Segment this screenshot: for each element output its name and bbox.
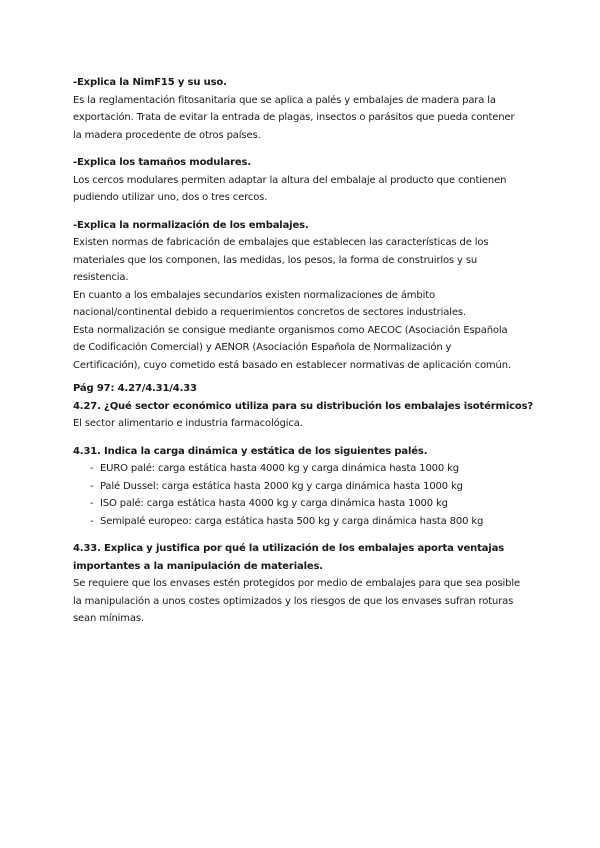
answer-text: la manipulación a unos costes optimizados y los riesgos de que los envases sufran roturas <box>73 595 514 607</box>
answer-text: Se requiere que los envases estén protegidos por medio de embalajes para que sea posible <box>73 578 520 589</box>
paragraph-line: Los cercos modulares permiten adaptar la altura del embalaje al producto que contienen <box>73 174 507 186</box>
section-heading: -Explica los tamaños modulares. <box>73 157 252 168</box>
section-pag-97 <box>73 380 533 628</box>
section-tamanos-modulares <box>73 154 533 207</box>
answer-text: El sector alimentario e industria farmacológica. <box>73 418 303 429</box>
bullet-dash: - <box>90 480 94 492</box>
paragraph-line: Esta normalización se consigue mediante organismos como AECOC (Asociación Española <box>73 324 508 336</box>
paragraph-line: nacional/continental debido a requerimientos concretos de sectores industriales. <box>73 307 466 318</box>
paragraph-line: resistencia. <box>73 272 129 283</box>
paragraph-line: de Codificación Comercial) y AENOR (Asociación Española de Normalización y <box>73 342 452 353</box>
list-item <box>73 513 533 531</box>
list-item-text: Semipalé europeo: carga estática hasta 500 kg y carga dinámica hasta 800 kg <box>100 515 484 527</box>
bullet-dash: - <box>90 515 94 527</box>
question-text: 4.27. ¿Qué sector económico utiliza para su distribución los embalajes isotérmicos? <box>73 400 534 412</box>
paragraph-line: En cuanto a los embalajes secundarios existen normalizaciones de ámbito <box>73 289 435 301</box>
question-text: 4.33. Explica y justifica por qué la utilización de los embalajes aporta ventajas <box>73 543 504 554</box>
section-heading: -Explica la NimF15 y su uso. <box>73 77 227 88</box>
section-nimf15 <box>73 74 533 144</box>
paragraph-line: Es la reglamentación fitosanitaria que se aplica a palés y embalajes de madera para la <box>73 94 496 106</box>
paragraph-line: pudiendo utilizar uno, dos o tres cercos. <box>73 192 268 203</box>
paragraph-line: Existen normas de fabricación de embalajes que establecen las características de los <box>73 237 489 248</box>
bullet-dash: - <box>90 498 94 509</box>
question-text: importantes a la manipulación de materiales. <box>73 560 323 572</box>
paragraph-line: exportación. Trata de evitar la entrada de plagas, insectos o parásitos que pueda contener <box>73 112 515 123</box>
paragraph-line: Certificación), cuyo cometido está basado en establecer normativas de aplicación común. <box>73 359 511 371</box>
bullet-dash: - <box>90 463 94 474</box>
list-item-text: ISO palé: carga estática hasta 4000 kg y carga dinámica hasta 1000 kg <box>100 498 448 509</box>
paragraph-line: la madera procedente de otros países. <box>73 129 261 141</box>
list-item <box>73 495 533 513</box>
section-heading: -Explica la normalización de los embalajes. <box>73 219 309 231</box>
section-normalizacion <box>73 217 533 375</box>
document-body <box>73 74 533 628</box>
question-4-33 <box>73 540 533 628</box>
question-4-31 <box>73 443 533 531</box>
list-item-text: EURO palé: carga estática hasta 4000 kg y carga dinámica hasta 1000 kg <box>100 463 459 474</box>
pallet-load-list <box>73 460 533 530</box>
question-text: 4.31. Indica la carga dinámica y estática de los siguientes palés. <box>73 445 428 457</box>
answer-text: sean mínimas. <box>73 613 144 624</box>
paragraph-line: materiales que los componen, las medidas, los pesos, la forma de construirlos y su <box>73 254 478 266</box>
list-item <box>73 478 533 496</box>
question-4-27 <box>73 398 533 433</box>
list-item-text: Palé Dussel: carga estática hasta 2000 kg y carga dinámica hasta 1000 kg <box>100 480 463 492</box>
list-item <box>73 460 533 478</box>
page-reference-title: Pág 97: 4.27/4.31/4.33 <box>73 383 197 394</box>
